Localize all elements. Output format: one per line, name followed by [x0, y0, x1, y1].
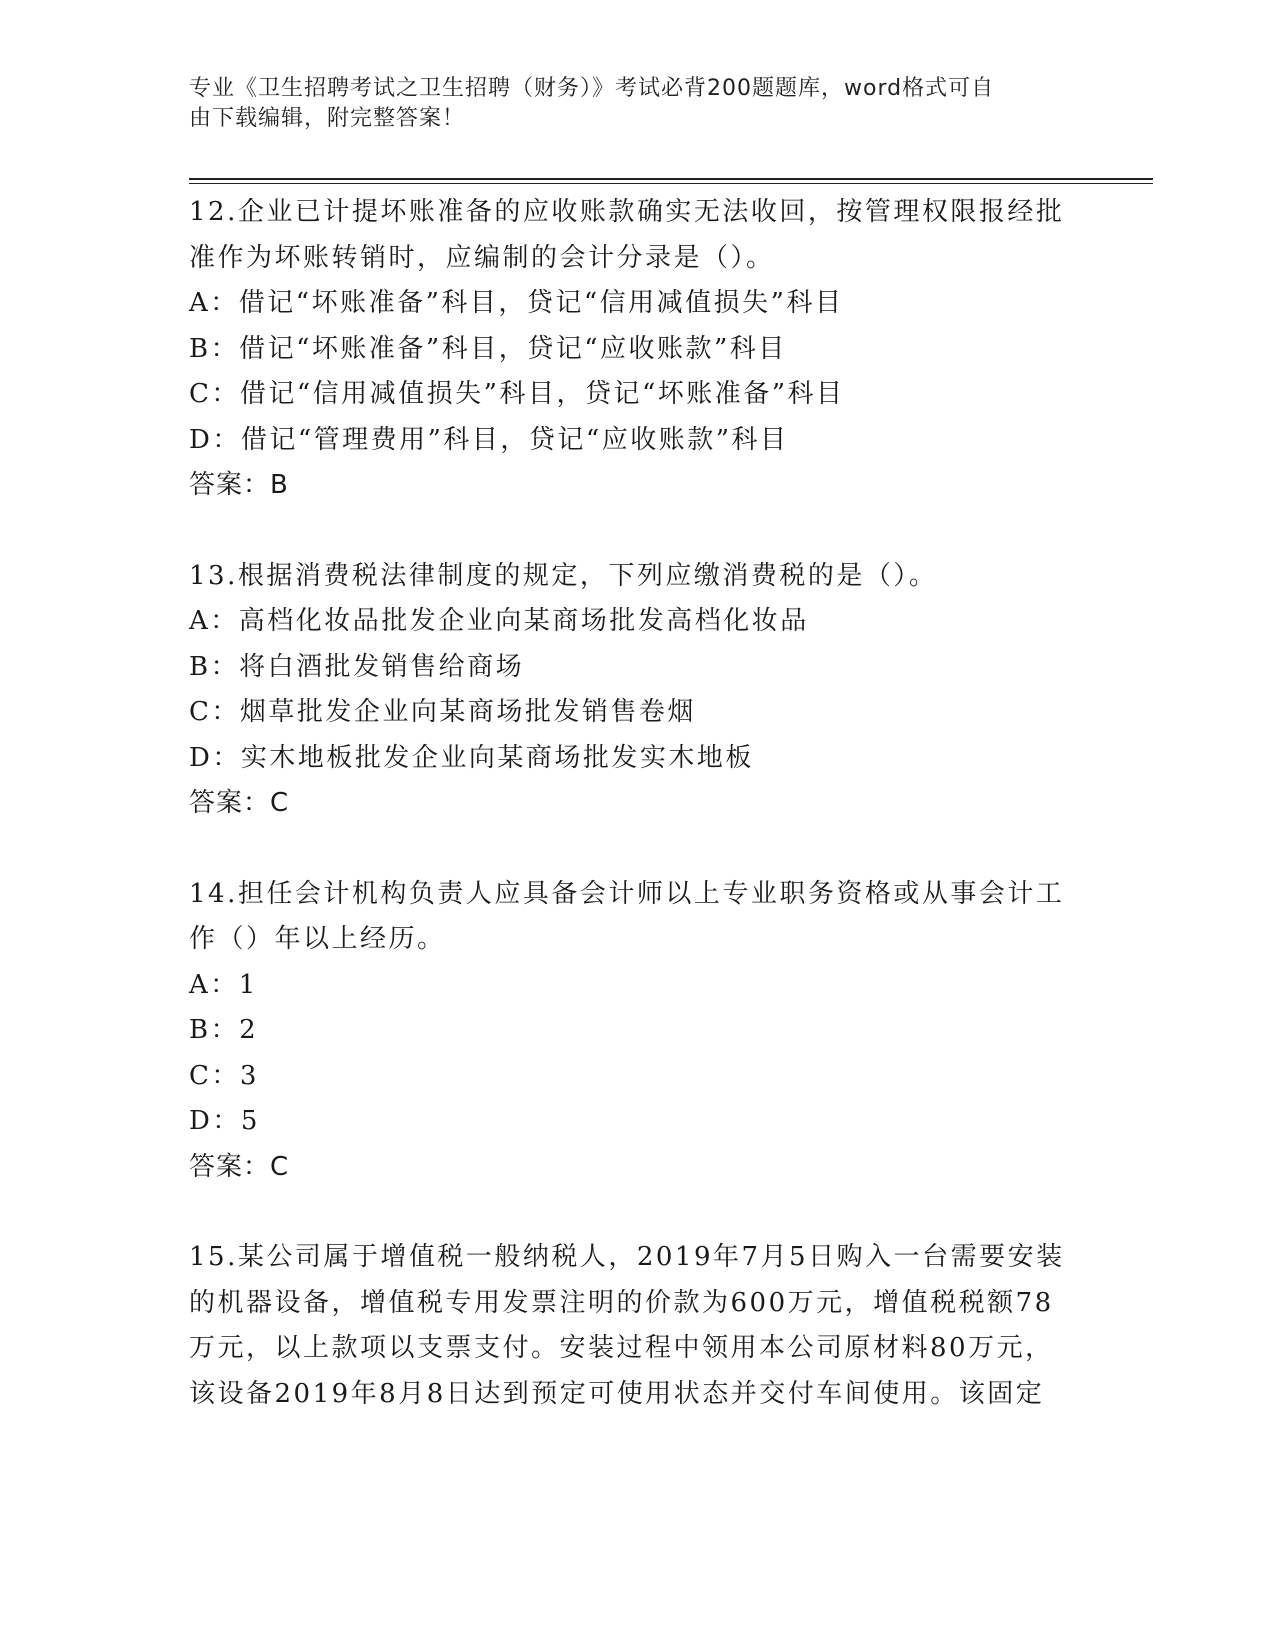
question-stem-line: 作（）年以上经历。	[189, 924, 446, 954]
question-block	[189, 1235, 1089, 1417]
document-header	[189, 74, 1069, 134]
answer-line: 答案：C	[189, 1151, 290, 1182]
answer-line: 答案：B	[189, 470, 289, 500]
option-c: C：借记“信用减值损失”科目，贷记“坏账准备”科目	[189, 379, 845, 409]
question-stem-line: 该设备2019年8月8日达到预定可使用状态并交付车间使用。该固定	[189, 1378, 1045, 1409]
option-b: B：2	[189, 1015, 259, 1045]
option-c: C：烟草批发企业向某商场批发销售卷烟	[189, 697, 696, 727]
header-divider	[189, 178, 1153, 180]
header-line: 专业《卫生招聘考试之卫生招聘（财务）》考试必背200题题库，word格式可自	[189, 76, 995, 101]
question-stem	[189, 872, 1089, 963]
question-stem-line: 12.企业已计提坏账准备的应收账款确实无法收回，按管理权限报经批	[189, 197, 1065, 227]
question-stem-line: 13.根据消费税法律制度的规定，下列应缴消费税的是（）。	[189, 560, 938, 591]
header-line: 由下载编辑，附完整答案！	[189, 106, 466, 131]
question-stem-line: 准作为坏账转销时，应编制的会计分录是（）。	[189, 242, 775, 273]
option-d: D：借记“管理费用”科目，贷记“应收账款”科目	[189, 424, 789, 455]
question-list	[189, 190, 1089, 1462]
option-a: A：高档化妆品批发企业向某商场批发高档化妆品	[189, 606, 809, 636]
question-stem	[189, 190, 1089, 281]
question-stem-line: 15.某公司属于增值税一般纳税人，2019年7月5日购入一台需要安装	[189, 1242, 1065, 1272]
answer-line: 答案：C	[189, 788, 290, 818]
question-stem-line: 的机器设备，增值税专用发票注明的价款为600万元，增值税税额78	[189, 1287, 1054, 1318]
question-block	[189, 872, 1089, 1191]
header-divider	[189, 183, 1153, 184]
question-block	[189, 554, 1089, 827]
option-b: B：将白酒批发销售给商场	[189, 651, 525, 682]
question-stem	[189, 554, 1089, 600]
question-stem-line: 14.担任会计机构负责人应具备会计师以上专业职务资格或从事会计工	[189, 878, 1065, 909]
option-b: B：借记“坏账准备”科目，贷记“应收账款”科目	[189, 333, 787, 364]
option-d: D：实木地板批发企业向某商场批发实木地板	[189, 742, 754, 773]
option-d: D：5	[189, 1106, 260, 1136]
question-block	[189, 190, 1089, 509]
option-a: A：1	[189, 969, 258, 1000]
option-c: C：3	[189, 1060, 259, 1091]
question-stem-line: 万元，以上款项以支票支付。安装过程中领用本公司原材料80万元，	[189, 1333, 1054, 1363]
question-stem	[189, 1235, 1089, 1417]
option-a: A：借记“坏账准备”科目，贷记“信用减值损失”科目	[189, 288, 844, 318]
